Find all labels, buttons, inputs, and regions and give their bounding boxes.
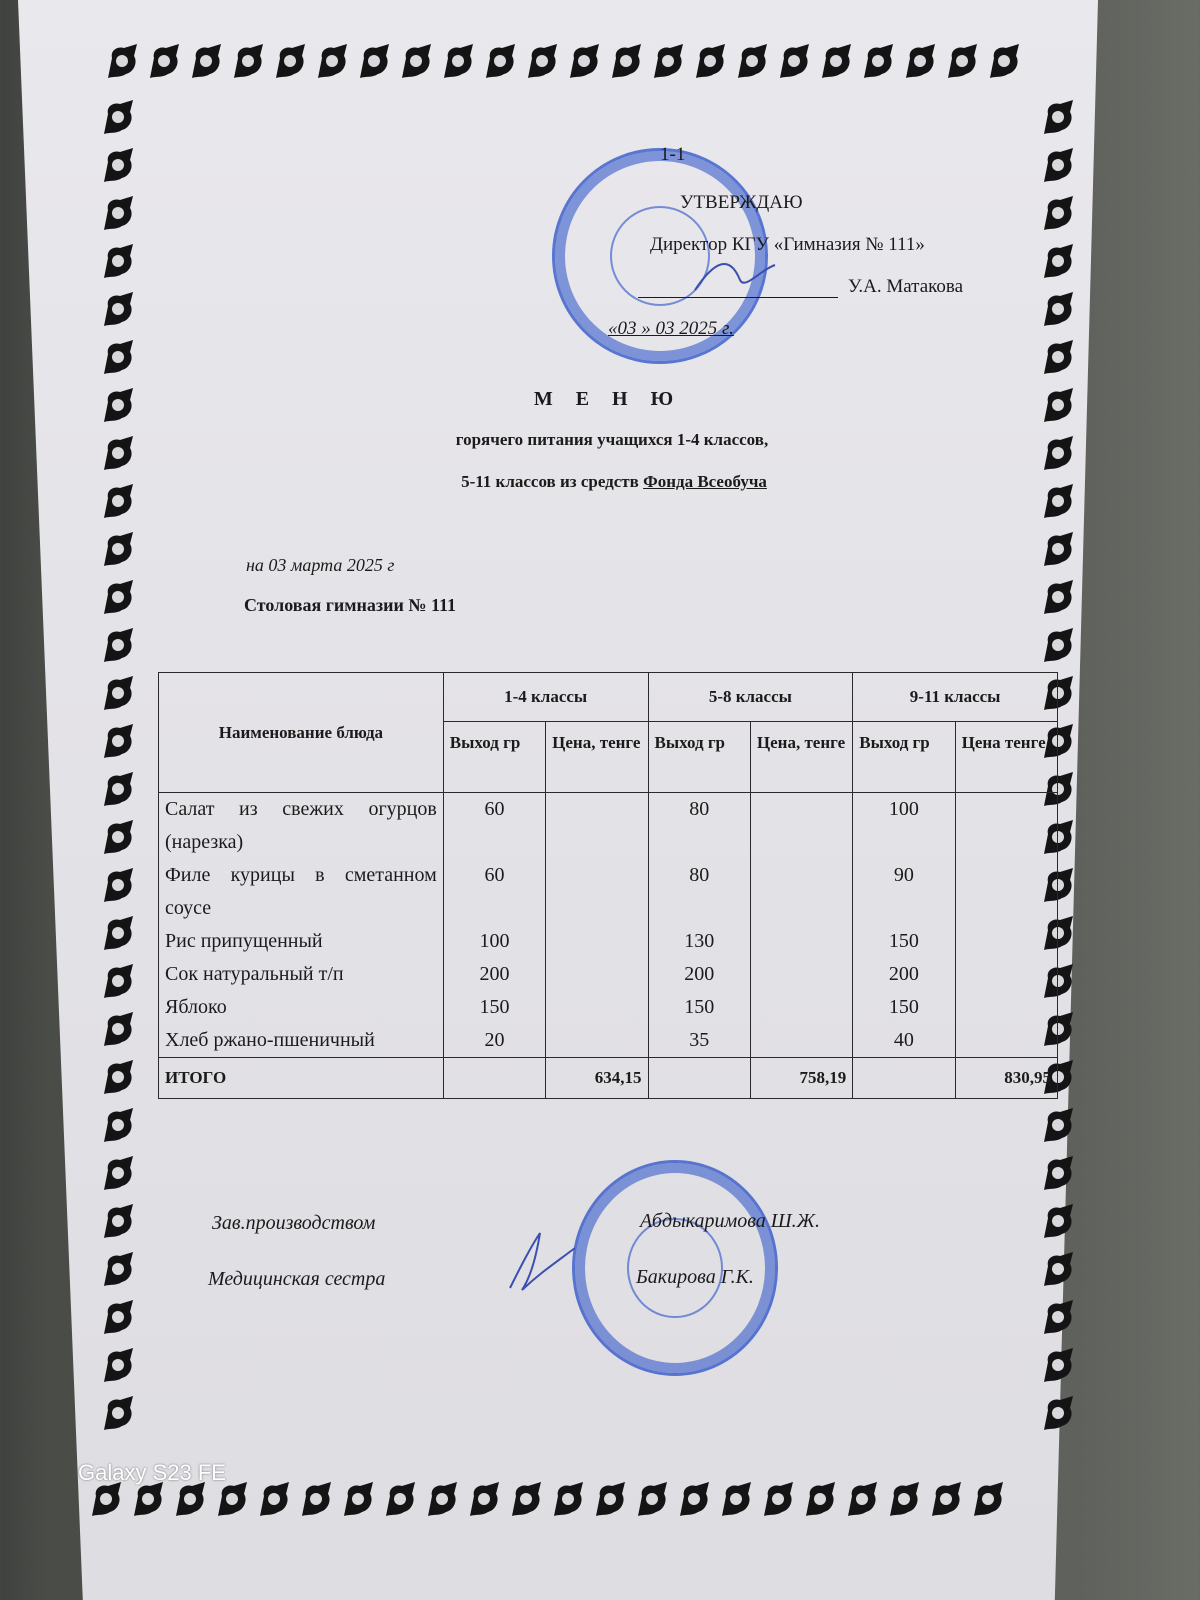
ornament-icon [1040,1346,1076,1386]
ornament-icon [398,42,434,82]
ornament-icon [970,1480,1006,1520]
ornament-icon [902,42,938,82]
weight-value: 200 [684,963,715,985]
ornament-border-bottom [88,1480,1006,1520]
ornament-icon [844,1480,880,1520]
ornament-icon [314,42,350,82]
header-price: Цена тенге [955,722,1057,793]
total-price-5-8: 758,19 [750,1058,852,1099]
ornament-icon [100,914,136,954]
ornament-icon [466,1480,502,1520]
ornament-icon [676,1480,712,1520]
dish-name: Хлеб ржано-пшеничный [165,1029,375,1051]
ornament-icon [100,1010,136,1050]
ornament-icon [1040,578,1076,618]
ornament-icon [550,1480,586,1520]
ornament-icon [592,1480,628,1520]
weight-value: 60 [484,864,505,886]
director-name: У.А. Матакова [848,276,964,297]
signature-name-nurse: Бакирова Г.К. [636,1266,754,1288]
dish-name: Салат из свежих огурцов (нарезка) [165,798,437,853]
weight-value: 200 [888,963,919,985]
ornament-icon [440,42,476,82]
menu-date: на 03 марта 2025 г [246,555,395,575]
ornament-icon [100,626,136,666]
ornament-icon [1040,242,1076,282]
header-price: Цена, тенге [750,722,852,793]
ornament-icon [100,1250,136,1290]
ornament-icon [214,1480,250,1520]
header-group-9-11: 9-11 классы [853,673,1058,722]
ornament-icon [100,770,136,810]
ornament-icon [734,42,770,82]
weight-value: 150 [684,996,715,1018]
total-price-1-4: 634,15 [546,1058,648,1099]
ornament-icon [818,42,854,82]
ornament-icon [100,962,136,1002]
ornament-icon [1040,626,1076,666]
total-price-9-11: 830,95 [955,1058,1057,1099]
canteen-name: Столовая гимназии № 111 [244,595,456,615]
ornament-icon [1040,194,1076,234]
ornament-icon [886,1480,922,1520]
ornament-icon [776,42,812,82]
ornament-icon [100,194,136,234]
ornament-icon [356,42,392,82]
weight-value: 20 [484,1029,505,1051]
dish-names-cell [159,793,444,1058]
ornament-icon [1040,1250,1076,1290]
ornament-icon [1040,146,1076,186]
ornament-icon [298,1480,334,1520]
fund-name: Фонда Всеобуча [643,472,767,491]
prices-9-11-cell [955,793,1057,1058]
dish-name: Яблоко [165,996,227,1018]
ornament-icon [482,42,518,82]
ornament-icon [272,42,308,82]
weight-value: 80 [689,798,710,820]
ornament-icon [130,1480,166,1520]
prices-1-4-cell [546,793,648,1058]
approval-date: «03 » 03 2025 г. [608,318,734,339]
handwritten-signature-icon [500,1228,580,1298]
header-group-1-4: 1-4 классы [443,673,648,722]
subtitle-line-1: горячего питания учащихся 1-4 классов, [455,430,769,449]
weight-value: 100 [888,798,919,820]
total-empty [853,1058,955,1099]
weights-9-11-cell [853,793,955,1058]
ornament-icon [802,1480,838,1520]
ornament-icon [100,146,136,186]
handwritten-signature-icon [690,250,780,300]
weight-value: 60 [484,798,505,820]
ornament-icon [524,42,560,82]
ornament-icon [100,242,136,282]
weight-value: 130 [684,930,715,952]
ornament-icon [100,1394,136,1434]
ornament-icon [566,42,602,82]
ornament-icon [100,1298,136,1338]
total-empty [443,1058,545,1099]
ornament-icon [100,722,136,762]
table-row-total [159,1058,1058,1099]
ornament-icon [634,1480,670,1520]
camera-watermark: Galaxy S23 FE [78,1460,226,1485]
dish-name: Рис припущенный [165,930,323,952]
ornament-icon [986,42,1022,82]
ornament-icon [100,1106,136,1146]
menu-table [158,672,1058,1099]
ornament-icon [1040,1154,1076,1194]
ornament-icon [104,42,140,82]
ornament-icon [928,1480,964,1520]
page-title: М Е Н Ю [533,388,683,410]
signature-name-production-head: Абдыкаримова Ш.Ж. [640,1210,820,1232]
ornament-icon [230,42,266,82]
subtitle-line-2 [14,472,1200,492]
ornament-icon [100,1058,136,1098]
weight-value: 100 [479,930,510,952]
ornament-icon [1040,98,1076,138]
ornament-icon [1040,338,1076,378]
ornament-icon [100,530,136,570]
ornament-icon [100,674,136,714]
weight-value: 90 [893,864,914,886]
ornament-icon [1040,1394,1076,1434]
ornament-icon [760,1480,796,1520]
ornament-icon [1040,290,1076,330]
signature-role-production-head: Зав.производством [212,1212,376,1234]
ornament-icon [100,338,136,378]
weights-1-4-cell [443,793,545,1058]
ornament-border-left [100,98,136,1434]
dish-name: Сок натуральный т/п [165,963,344,985]
ornament-icon [1040,530,1076,570]
ornament-icon [692,42,728,82]
header-weight: Выход гр [648,722,750,793]
prices-5-8-cell [750,793,852,1058]
ornament-icon [188,42,224,82]
ornament-icon [100,1346,136,1386]
table-row-items [159,793,1058,1058]
ornament-icon [172,1480,208,1520]
ornament-icon [860,42,896,82]
weight-value: 35 [689,1029,710,1051]
ornament-icon [100,290,136,330]
approval-title: УТВЕРЖДАЮ [680,192,803,213]
subtitle-prefix: 5-11 классов из средств [461,472,644,491]
ornament-icon [256,1480,292,1520]
header-group-5-8: 5-8 классы [648,673,853,722]
weight-value: 80 [689,864,710,886]
signature-role-nurse: Медицинская сестра [208,1268,386,1290]
ornament-icon [1040,1298,1076,1338]
ornament-icon [382,1480,418,1520]
ornament-icon [100,98,136,138]
weights-5-8-cell [648,793,750,1058]
ornament-icon [100,1154,136,1194]
ornament-icon [146,42,182,82]
ornament-icon [100,1202,136,1242]
ornament-icon [88,1480,124,1520]
director-title: Директор КГУ «Гимназия № 111» [650,234,925,255]
weight-value: 150 [888,996,919,1018]
ornament-icon [508,1480,544,1520]
ornament-border-top [104,42,1022,82]
weight-value: 150 [888,930,919,952]
ornament-icon [608,42,644,82]
weight-value: 150 [479,996,510,1018]
ornament-icon [424,1480,460,1520]
approval-number: 1-1 [660,144,686,165]
director-signature-line [638,276,963,298]
ornament-icon [100,866,136,906]
ornament-icon [944,42,980,82]
weight-value: 40 [893,1029,914,1051]
ornament-icon [1040,1202,1076,1242]
total-empty [648,1058,750,1099]
header-weight: Выход гр [853,722,955,793]
ornament-icon [718,1480,754,1520]
ornament-icon [1040,1106,1076,1146]
dish-name: Филе курицы в сметанном соусе [165,864,437,919]
ornament-icon [340,1480,376,1520]
header-price: Цена, тенге [546,722,648,793]
total-label: ИТОГО [159,1058,444,1099]
ornament-icon [650,42,686,82]
ornament-icon [100,578,136,618]
ornament-icon [100,818,136,858]
header-weight: Выход гр [443,722,545,793]
header-dish-name: Наименование блюда [159,673,444,793]
weight-value: 200 [479,963,510,985]
